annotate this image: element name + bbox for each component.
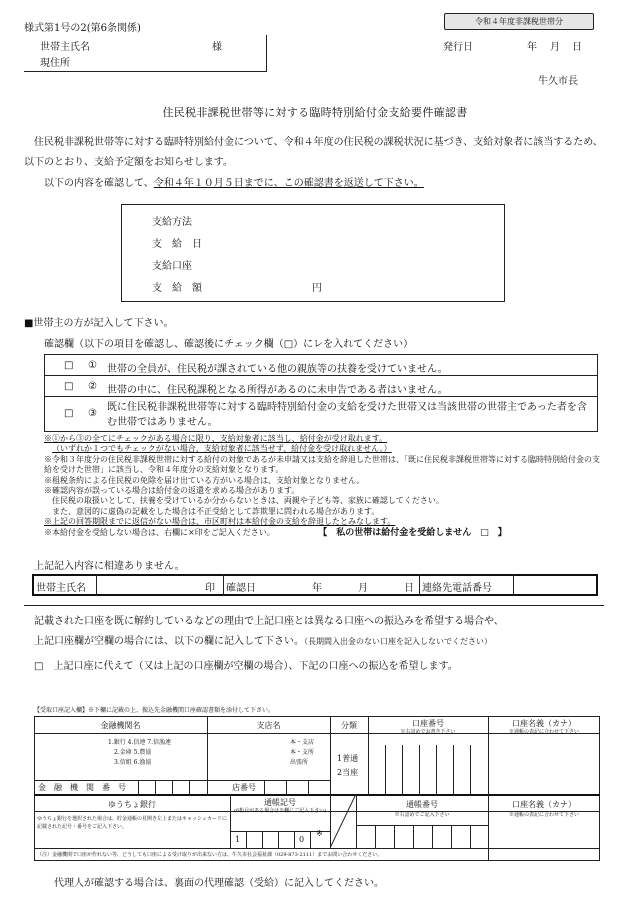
bank-types-1: 1.銀行 4.信連 7.信漁連	[108, 739, 171, 746]
type-normal: 1普通	[337, 754, 359, 763]
addr-name-label: 世帯主氏名	[40, 42, 90, 53]
seal-mark: 印	[205, 583, 215, 594]
item-3-num: ③	[88, 408, 97, 419]
type-current: 2当座	[337, 768, 359, 777]
issue-year: 年	[527, 42, 537, 53]
col-bank-name: 金融機関名	[100, 721, 141, 730]
proxy-note: 代理人が確認する場合は、裏面の代理確認（受給）に記入してください。	[54, 878, 384, 889]
confirm-day: 日	[404, 583, 414, 594]
note-1: ※①から③の全てにチェックがある場合に限り、支給対象者に該当し、給付金が受け取れます。	[44, 434, 388, 443]
passbook-digit-1: 1	[235, 835, 241, 844]
confirm-date-label: 確認日	[226, 583, 256, 594]
return-deadline: 令和４年１０月５日までに、この確認書を返送して下さい。	[153, 178, 424, 189]
col-account-number: 口座番号	[412, 719, 444, 728]
col-branch-name: 支店名	[256, 721, 281, 730]
passbook-code-label: 通帳記号	[264, 798, 296, 807]
intro-pre: 以下の内容を確認して、	[44, 178, 154, 189]
phone-label: 連絡先電話番号	[422, 583, 492, 594]
branch-types-2: 本・支所	[290, 749, 315, 756]
page-title: 住民税非課税世帯等に対する臨時特別給付金支給要件確認書	[162, 106, 468, 119]
note-5: ※確認内容が誤っている場合は給付金の返還を求める場合があります。	[44, 486, 300, 496]
alt-account-note: （長期間入出金のない口座を記入しないでください）	[304, 637, 492, 646]
slash-divider	[330, 794, 356, 848]
note-4: ※租税条約による住民税の免除を届け出ている方がいる場合は、支給対象となりません。	[44, 475, 365, 485]
item-2-text: 世帯の中に、住民税課税となる所得があるのに未申告である者はいません。	[107, 385, 448, 396]
note-3: ※令和３年度分の住民税非課税世帯に対する給付の対象であるが未申請又は支給を辞退した世帯は、「既に住民税非課税世帯等に対する臨時特別給付金の支給を受けた世帯」に該当し、令和４年度分の支給対象となります。	[44, 454, 600, 475]
payment-amount-label: 支 給 額	[152, 283, 202, 294]
col-account-holder: 口座名義（カナ）	[512, 719, 576, 728]
passbook-number-label: 通帳番号	[406, 800, 438, 809]
alt-account-p2: 上記口座欄が空欄の場合には、以下の欄に記入して下さい。	[34, 636, 304, 647]
branch-types-3: 出張所	[290, 759, 309, 766]
note-9-line	[44, 528, 604, 538]
check-3[interactable]: □	[64, 408, 74, 419]
check-1[interactable]: □	[64, 360, 74, 371]
addr-address-label: 現住所	[40, 58, 70, 69]
branch-types	[290, 738, 314, 768]
note-2: （いずれか１つでもチェックがない場合、支給対象者に該当せず、給付金を受け取れません。）	[52, 444, 392, 454]
note-7: また、意図的に虚偽の記載をした場合は不正受給として詐欺罪に問われる場合があります。	[52, 506, 380, 516]
payment-method-label: 支給方法	[152, 217, 192, 228]
account-types[interactable]	[337, 752, 358, 780]
intro-return-line	[44, 174, 424, 189]
issue-month: 月	[550, 42, 560, 53]
col-account-number-sub: ※右詰めでお書き下さい	[400, 729, 456, 735]
bank-footer-note: （注）金融機関で口座が作れない等、どうしても口座による受け取りが出来ない方は、牛久市社会福祉課（029-873-2111）までお問い合わせください。	[37, 852, 383, 858]
yucho-note: ゆうちょ銀行を選択された場合は、貯金通帳の見開き左上またはキャッシュカードに記載された記号・番号をご記入下さい。	[37, 816, 227, 830]
check-2[interactable]: □	[64, 381, 74, 392]
confirm-year: 年	[312, 583, 322, 594]
yen-unit: 円	[312, 283, 322, 294]
passbook-number-sub: ※右詰めでご記入下さい	[394, 812, 450, 818]
item-1-num: ①	[88, 360, 97, 371]
alt-account-check[interactable]: □ 上記口座に代えて（又は上記の口座欄が空欄の場合）、下記の口座への振込を希望します。	[34, 661, 458, 672]
check-instruction: 確認欄（以下の項目を確認し、確認後にチェック欄（□）にレを入れてください）	[44, 339, 414, 350]
col-account-holder-sub: ※通帳の表記に合わせて下さい	[508, 729, 579, 735]
confirm-statement: 上記記入内容に相違ありません。	[34, 561, 185, 572]
intro-paragraph: 住民税非課税世帯等に対する臨時特別給付金について、令和４年度の住民税の課税状況に基づき、支給対象者に該当するため、以下のとおり、支給予定額をお知らせします。	[24, 137, 603, 168]
yucho-holder-sub: ※通帳の表記に合わせて下さい	[508, 812, 579, 818]
item-3-text: 既に住民税非課税世帯等に対する臨時特別給付金の支給を受けた世帯又は当該世帯の世帯主であった者を含む世帯ではありません。	[107, 402, 587, 428]
bank-types-3: 3.信組 6.漁協	[114, 759, 152, 766]
yucho-holder-label: 口座名義（カナ）	[512, 800, 576, 809]
bank-code-label: 金 融 機 関 番 号	[38, 783, 126, 792]
passbook-digit-0: 0	[299, 835, 305, 844]
decline-checkbox[interactable]: 【 私の世帯は給付金を受給しません □ 】	[322, 527, 507, 538]
notes-block	[44, 434, 604, 538]
alt-account-p2-line	[34, 632, 492, 647]
col-type: 分類	[341, 721, 357, 730]
branch-types-1: 本・支店	[290, 739, 315, 746]
issue-date-label: 発行日	[443, 42, 473, 53]
addr-sama: 様	[212, 42, 222, 53]
bank-types	[108, 738, 171, 768]
confirm-month: 月	[358, 583, 368, 594]
note-9: ※本給付金を受給しない場合は、右欄に×印をご記入ください。	[44, 527, 275, 537]
item-1-text: 世帯の全員が、住民税が課されている他の親族等の扶養を受けていません。	[107, 364, 448, 375]
branch-code-label: 店番号	[232, 783, 256, 792]
passbook-code-sub: (6桁目がある場合は※欄にご記入下さい)	[233, 808, 327, 814]
fiscal-year-tag: 令和４年度非課税世帯分	[444, 13, 594, 30]
form-number: 様式第1号の2(第6条関係)	[24, 23, 141, 34]
issue-day: 日	[572, 42, 582, 53]
issuer: 牛久市長	[538, 76, 578, 87]
payment-date-label: 支 給 日	[152, 239, 202, 250]
bank-form-header: 【受取口座記入欄】※下欄に記載の上、振込先金融機関口座確認書類を添付して下さい。	[34, 707, 275, 714]
confirm-name-label: 世帯主氏名	[36, 583, 86, 594]
item-2-num: ②	[88, 381, 97, 392]
note-8: ※上記の回答期限までに返信がない場合は、市区町村は本給付金の支給を辞退したとみなします。	[44, 517, 396, 527]
alt-account-p1: 記載された口座を既に解約しているなどの理由で上記口座とは異なる口座への振込みを希望する場合や、	[34, 616, 504, 627]
bank-types-2: 2.金庫 5.農協	[114, 749, 152, 756]
passbook-asterisk: ※	[316, 829, 323, 838]
section-heading: ■世帯主の方が記入して下さい。	[24, 318, 174, 329]
payment-account-label: 支給口座	[152, 261, 192, 272]
note-6: 住民税の取扱いとして、扶養を受けているか分からないときは、両親や子ども等、家族に確認してください。	[52, 496, 444, 506]
yucho-label: ゆうちょ銀行	[108, 800, 156, 809]
